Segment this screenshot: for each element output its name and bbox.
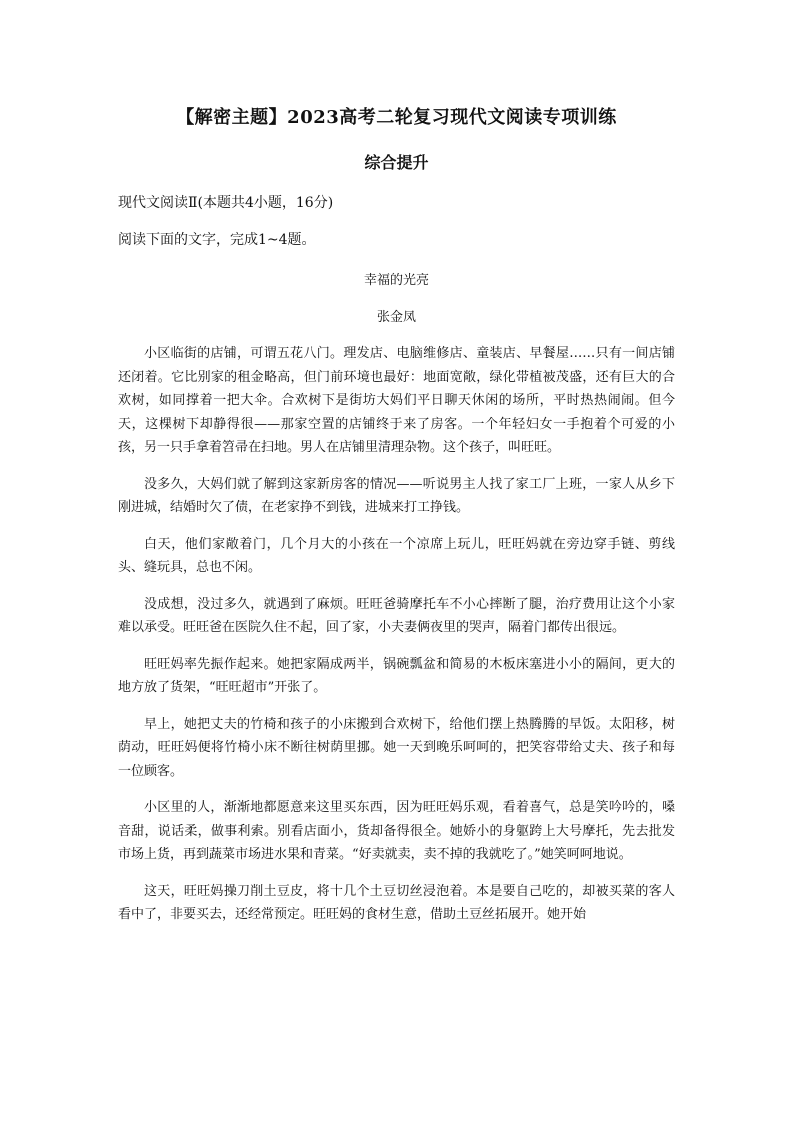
section-header: 现代文阅读Ⅱ(本题共4小题，16分) [118,195,334,211]
essay-author: 张金凤 [376,310,416,325]
essay-paragraph: 旺旺妈率先振作起来。她把家隔成两半，锅碗瓢盆和简易的木板床塞进小小的隔间，更大的地方放了货架，“旺旺超市”开张了。 [118,656,675,695]
essay-paragraph: 没多久，大妈们就了解到这家新房客的情况——听说男主人找了家工厂上班，一家人从乡下刚进城，结婚时欠了债，在老家挣不到钱，进城来打工挣钱。 [118,476,675,515]
reading-instruction: 阅读下面的文字，完成1~4题。 [118,232,316,248]
essay-paragraph: 这天，旺旺妈操刀削土豆皮，将十几个土豆切丝浸泡着。本是要自己吃的，却被买菜的客人看中了，非要买去，还经常预定。旺旺妈的食材生意，借助土豆丝拓展开。她开始 [118,883,675,922]
essay-paragraph: 小区里的人，渐渐地都愿意来这里买东西，因为旺旺妈乐观，看着喜气，总是笑吟吟的，嗓音甜，说话柔，做事利索。别看店面小，货却备得很全。她娇小的身躯跨上大号摩托，先去批发市场上货，再到蔬菜市场进水果和青菜。“好卖就卖，卖不掉的我就吃了。”她笑呵呵地说。 [118,800,675,862]
essay-paragraph: 白天，他们家敞着门，几个月大的小孩在一个凉席上玩儿，旺旺妈就在旁边穿手链、剪线头、缝玩具，总也不闲。 [118,536,675,575]
essay-title: 幸福的光亮 [363,273,429,288]
essay-paragraph: 小区临街的店铺，可谓五花八门。理发店、电脑维修店、童装店、早餐屋……只有一间店铺还闭着。它比别家的租金略高，但门前环境也最好：地面宽敞，绿化带植被茂盛，还有巨大的合欢树，如同撑着一把大伞。合欢树下是街坊大妈们平日聊天休闲的场所，平时热热闹闹。但今天，这棵树下却静得很——那家空置的店铺终于来了房客。一个年轻妇女一手抱着个可爱的小孩，另一只手拿着笤帚在扫地。男人在店铺里清理杂物。这个孩子，叫旺旺。 [118,346,675,455]
document-subtitle: 综合提升 [364,153,429,172]
document-title: 【解密主题】2023高考二轮复习现代文阅读专项训练 [176,107,617,128]
essay-paragraph: 没成想，没过多久，就遇到了麻烦。旺旺爸骑摩托车不小心摔断了腿，治疗费用让这个小家难以承受。旺旺爸在医院久住不起，回了家，小夫妻俩夜里的哭声，隔着门都传出很远。 [118,596,675,635]
essay-paragraph: 早上，她把丈夫的竹椅和孩子的小床搬到合欢树下，给他们摆上热腾腾的早饭。太阳移，树荫动，旺旺妈便将竹椅小床不断往树荫里挪。她一天到晚乐呵呵的，把笑容带给丈夫、孩子和每一位顾客。 [118,716,675,779]
essay-body [118,342,675,940]
